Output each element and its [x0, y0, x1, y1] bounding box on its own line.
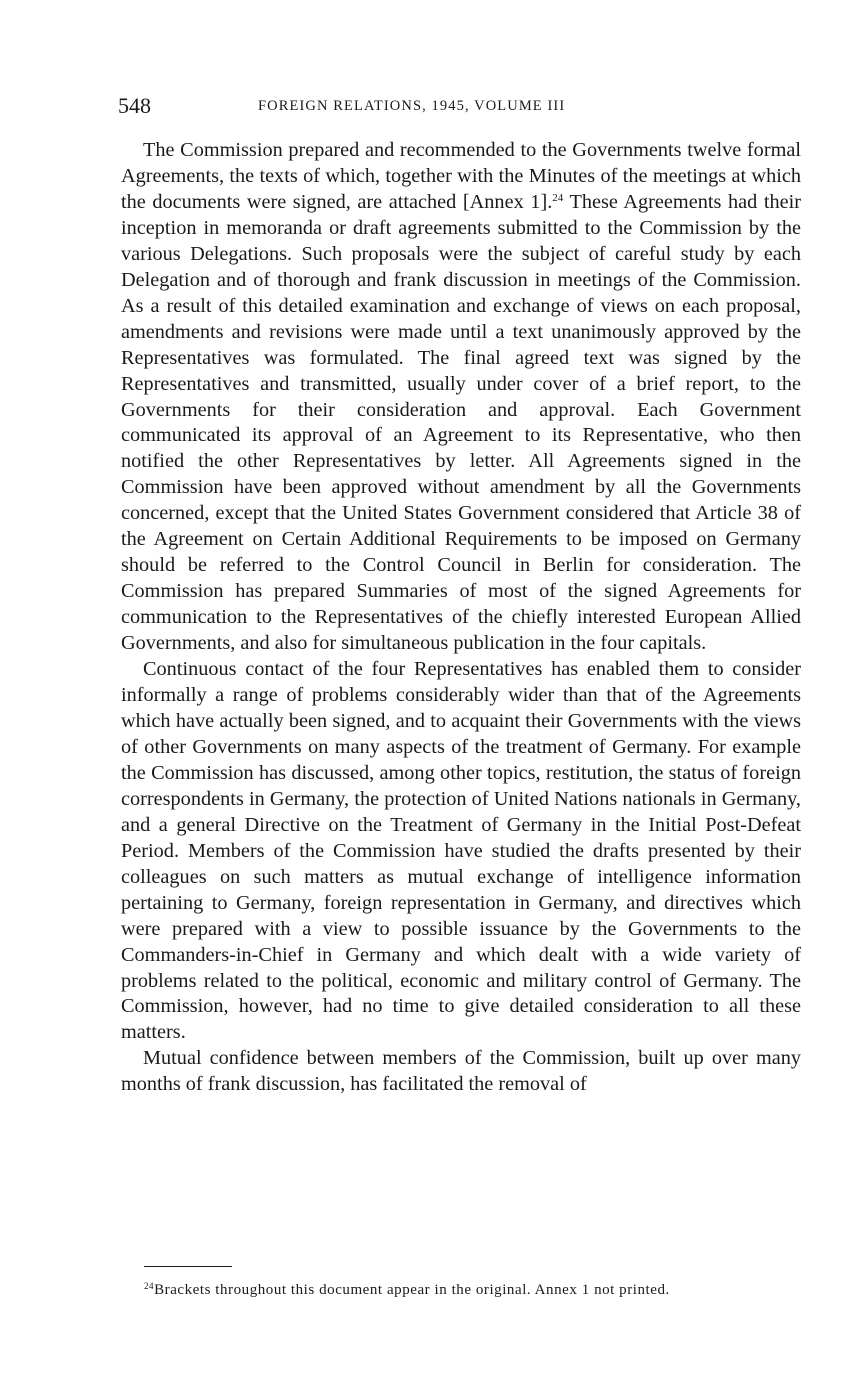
running-head	[118, 92, 798, 122]
paragraph-2: Continuous contact of the four Representatives has enabled them to consider informally a range of problems considerably wider than that of the Agreements which have actually been signed, and to acquaint their Governments with the views of other Governments on many aspects of the treatment of Germany. For example the Commission has discussed, among other topics, restitution, the status of foreign correspondents in Germany, the protection of United Nations nationals in Germany, and a general Directive on the Treatment of Germany in the Initial Post-Defeat Period. Members of the Commission have studied the drafts presented by their colleagues on such matters as mutual exchange of intelligence information pertaining to Germany, foreign representation in Germany, and directives which were prepared with a view to possible issuance by the Governments to the Commanders-in-Chief in Germany and which dealt with a wide variety of problems related to the political, economic and military control of Germany. The Commission, however, had no time to give detailed consideration to all these matters.	[121, 658, 801, 1044]
footnote	[121, 1281, 801, 1300]
footnote-reference[interactable]: 24	[552, 191, 564, 204]
footnote-divider	[144, 1266, 232, 1267]
paragraph-1-text-a: The Commission prepared and recommended to the Governments twelve formal Agreements, the texts of which, together with the Minutes of the meetings at which the documents were signed, are attached [Annex 1].	[121, 139, 801, 213]
paragraph-1-text-b: These Agreements had their inception in memoranda or draft agreements submitted to the Commission by the various Delegations. Such proposals were the subject of careful study by each Delegation and of thorough and frank discussion in meetings of the Commission. As a result of this detailed examination and exchange of views on each proposal, amendments and revisions were made until a text unanimously approved by the Representatives was formulated. The final agreed text was signed by the Representatives and transmitted, usually under cover of a brief report, to the Governments for their consideration and approval. Each Government communicated its approval of an Agreement to its Representative, who then notified the other Representatives by letter. All Agreements signed in the Commission have been approved without amendment by all the Governments concerned, except that the United States Government considered that Article 38 of the Agreement on Certain Additional Requirements to be imposed on Germany should be referred to the Control Council in Berlin for consideration. The Commission has prepared Summaries of most of the signed Agreements for communication to the Representatives of the chiefly interested European Allied Governments, and also for simultaneous publication in the four capitals.	[121, 190, 801, 655]
page-number: 548	[118, 93, 151, 118]
footnote-text: Brackets throughout this document appear in the original. Annex 1 not printed.	[154, 1282, 670, 1298]
paragraph-3: Mutual confidence between members of the Commission, built up over many months of frank discussion, has facilitated the removal of	[121, 1047, 801, 1096]
running-title: FOREIGN RELATIONS, 1945, VOLUME III	[258, 98, 566, 114]
footnote-mark: 24	[144, 1281, 155, 1291]
paragraph-1	[121, 138, 801, 657]
body-text	[121, 138, 801, 1098]
